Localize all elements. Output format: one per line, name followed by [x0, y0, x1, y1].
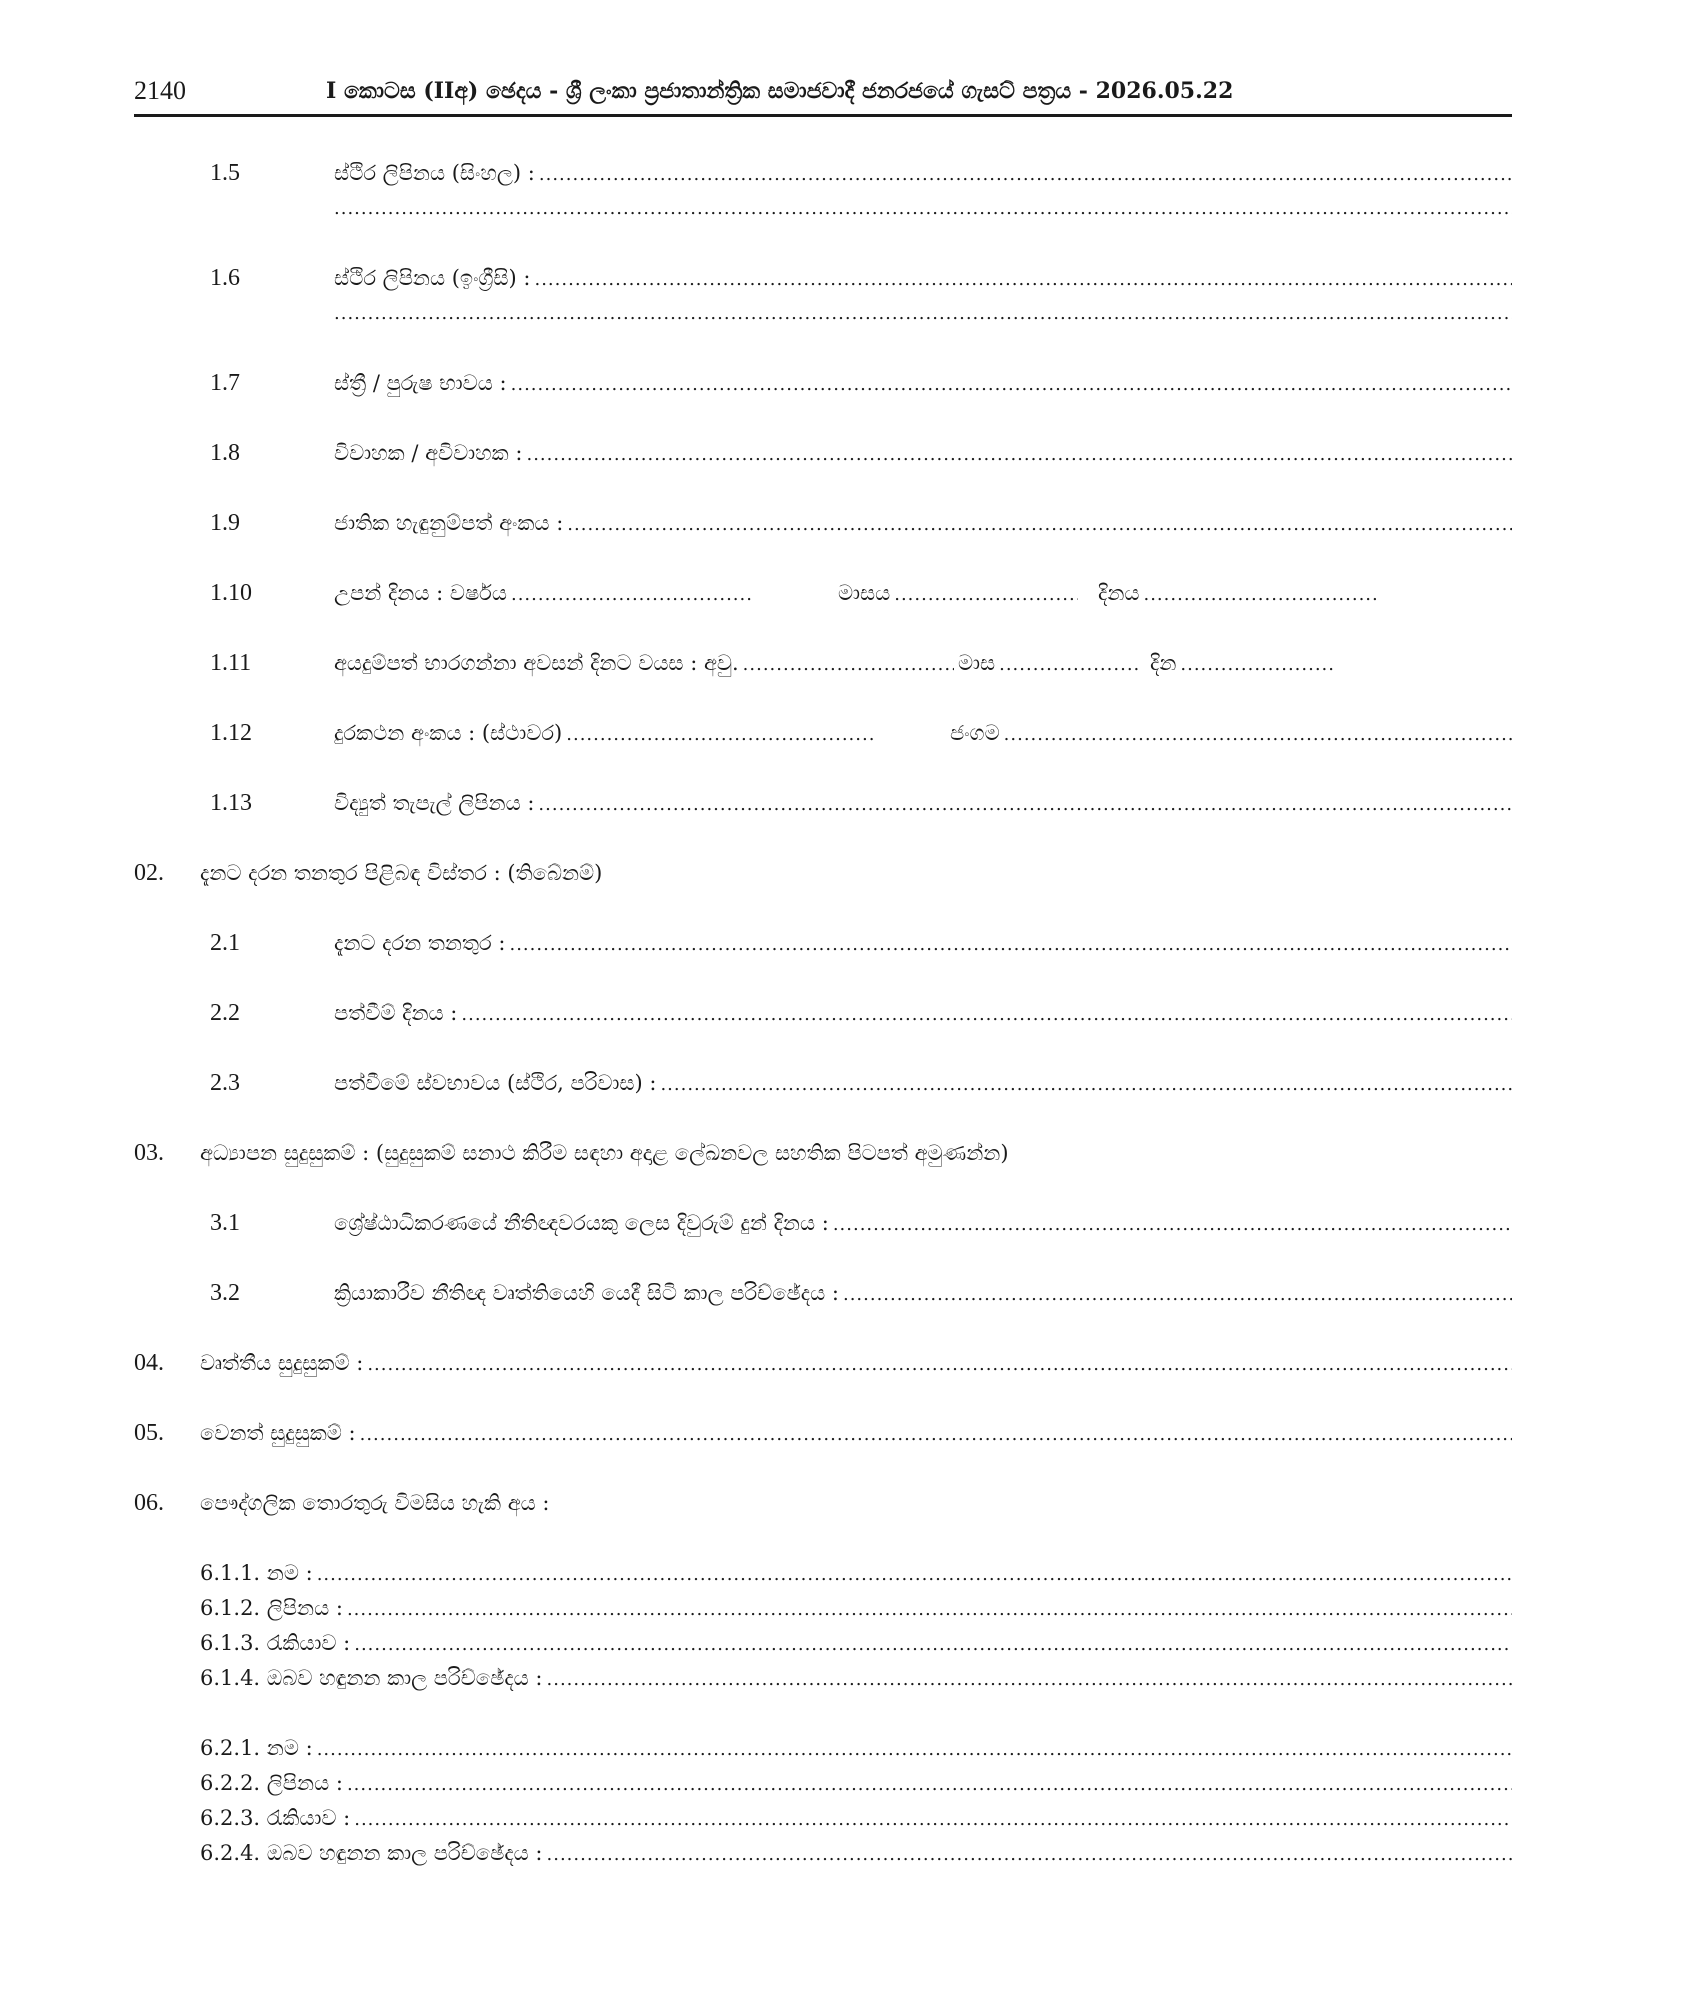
field-label: ස්ථිර ලිපිනය (සිංහල) :	[334, 161, 535, 185]
field-professional-qualifications[interactable]	[200, 1348, 1512, 1378]
field-label: දුරකථන අංකය : (ස්ථාවර)	[334, 721, 563, 745]
field-referee2-name[interactable]	[200, 1733, 1512, 1763]
section-title-current-post: දැනට දරන තනතුර පිළිබඳ විස්තර : (තිබේනම්)	[200, 861, 603, 885]
field-referee1-period[interactable]	[200, 1663, 1512, 1693]
field-age-months[interactable]	[958, 648, 1140, 678]
field-appointment-nature[interactable]	[334, 1068, 1512, 1098]
field-email[interactable]	[334, 788, 1512, 818]
section-number: 02.	[134, 860, 164, 886]
page-number: 2140	[134, 76, 186, 105]
section-title-education: අධ්‍යාපන සුදුසුකම් : (සුදුසුකම් සනාථ කිරීම සඳහා අදාළ ලේඛනවල සහතික පිටපත් අමුණන්න)	[200, 1141, 1009, 1165]
field-label: පත්වීමේ ස්වභාවය (ස්ථිර, පරිවාස) :	[334, 1071, 657, 1095]
field-label: විද්‍යුත් තැපැල් ලිපිනය :	[334, 791, 535, 815]
field-continuation-line[interactable]	[334, 194, 1512, 224]
field-appointment-date[interactable]	[334, 998, 1512, 1028]
field-gender[interactable]	[334, 368, 1512, 398]
item-number: 1.7	[210, 370, 240, 396]
field-label: පත්වීම් දිනය :	[334, 1001, 458, 1025]
field-label: ජාතික හැඳුනුම්පත් අංකය :	[334, 511, 564, 535]
field-label: 6.2.1. නම :	[200, 1736, 313, 1760]
field-permanent-address-sinhala[interactable]	[334, 158, 1512, 188]
section-number: 03.	[134, 1140, 164, 1166]
field-referee2-occupation[interactable]	[200, 1803, 1512, 1833]
field-permanent-address-english[interactable]	[334, 263, 1512, 293]
field-birth-day[interactable]	[1098, 578, 1378, 608]
field-label: ජංගම	[950, 721, 1000, 745]
field-label: 6.1.3. රැකියාව :	[200, 1631, 351, 1655]
field-practice-period[interactable]	[334, 1278, 1512, 1308]
section-number: 06.	[134, 1490, 164, 1516]
item-number: 1.9	[210, 510, 240, 536]
field-label: 6.1.2. ලිපිනය :	[200, 1596, 343, 1620]
page-header	[134, 76, 1512, 116]
field-label: මාස	[958, 651, 996, 675]
field-continuation-line[interactable]	[334, 299, 1512, 329]
field-label: වෙනත් සුදුසුකම් :	[200, 1421, 356, 1445]
field-label: 6.2.2. ලිපිනය :	[200, 1771, 343, 1795]
field-label: ක්‍රියාකාරීව නීතිඥ වෘත්තියෙහි යෙදී සිටි කාල පරිච්ඡේදය :	[334, 1281, 839, 1305]
item-number: 3.2	[210, 1280, 240, 1306]
item-number: 3.1	[210, 1210, 240, 1236]
field-birth-year[interactable]	[334, 578, 754, 608]
field-label: දින	[1150, 651, 1177, 675]
item-number: 2.2	[210, 1000, 240, 1026]
item-number: 1.6	[210, 265, 240, 291]
field-label: දැනට දරන තනතුර :	[334, 931, 506, 955]
field-label: 6.2.4. ඔබව හඳුනන කාල පරිච්ඡේදය :	[200, 1841, 543, 1865]
gazette-title: I කොටස (IIඅ) ඡෙදය - ශ්‍රී ලංකා ප්‍රජාතාන්ත්‍රික සමාජවාදී ජනරජයේ ගැසට් පත්‍රය - 2026.05.22	[326, 78, 1234, 104]
field-label: ශ්‍රේෂ්ඨාධිකරණයේ නීතිඥවරයකු ලෙස දිවුරුම් දුන් දිනය :	[334, 1211, 829, 1235]
field-phone-landline[interactable]	[334, 718, 876, 748]
item-number: 1.5	[210, 160, 240, 186]
field-referee1-occupation[interactable]	[200, 1628, 1512, 1658]
section-title-referees: පෞද්ගලික තොරතුරු විමසිය හැකි අය :	[200, 1491, 550, 1515]
field-current-post[interactable]	[334, 928, 1512, 958]
section-number: 04.	[134, 1350, 164, 1376]
field-oath-date[interactable]	[334, 1208, 1512, 1238]
header-rule	[134, 114, 1512, 117]
field-label: දිනය	[1098, 581, 1140, 605]
field-label: 6.1.4. ඔබව හඳුනන කාල පරිච්ඡේදය :	[200, 1666, 543, 1690]
field-age-years[interactable]	[334, 648, 954, 678]
field-age-days[interactable]	[1150, 648, 1336, 678]
field-label: වෘත්තීය සුදුසුකම් :	[200, 1351, 364, 1375]
item-number: 2.1	[210, 930, 240, 956]
field-other-qualifications[interactable]	[200, 1418, 1512, 1448]
field-phone-mobile[interactable]	[950, 718, 1512, 748]
field-label: අයදුම්පත් භාරගන්නා අවසන් දිනට වයස : අවු.	[334, 651, 739, 675]
item-number: 1.8	[210, 440, 240, 466]
field-nic-number[interactable]	[334, 508, 1512, 538]
item-number: 1.13	[210, 790, 252, 816]
field-label: 6.2.3. රැකියාව :	[200, 1806, 351, 1830]
field-label: ස්ථිර ලිපිනය (ඉංග්‍රීසි) :	[334, 266, 531, 290]
field-referee1-address[interactable]	[200, 1593, 1512, 1623]
field-birth-month[interactable]	[838, 578, 1078, 608]
field-referee2-period[interactable]	[200, 1838, 1512, 1868]
section-number: 05.	[134, 1420, 164, 1446]
item-number: 1.10	[210, 580, 252, 606]
field-label: විවාහක / අවිවාහක :	[334, 441, 523, 465]
field-label: උපන් දිනය : වර්ෂය	[334, 581, 507, 605]
item-number: 1.12	[210, 720, 252, 746]
field-label: 6.1.1. නම :	[200, 1561, 313, 1585]
field-label: මාසය	[838, 581, 891, 605]
field-referee1-name[interactable]	[200, 1558, 1512, 1588]
item-number: 2.3	[210, 1070, 240, 1096]
field-label: ස්ත්‍රී / පුරුෂ භාවය :	[334, 371, 507, 395]
field-marital-status[interactable]	[334, 438, 1512, 468]
item-number: 1.11	[210, 650, 252, 676]
field-referee2-address[interactable]	[200, 1768, 1512, 1798]
